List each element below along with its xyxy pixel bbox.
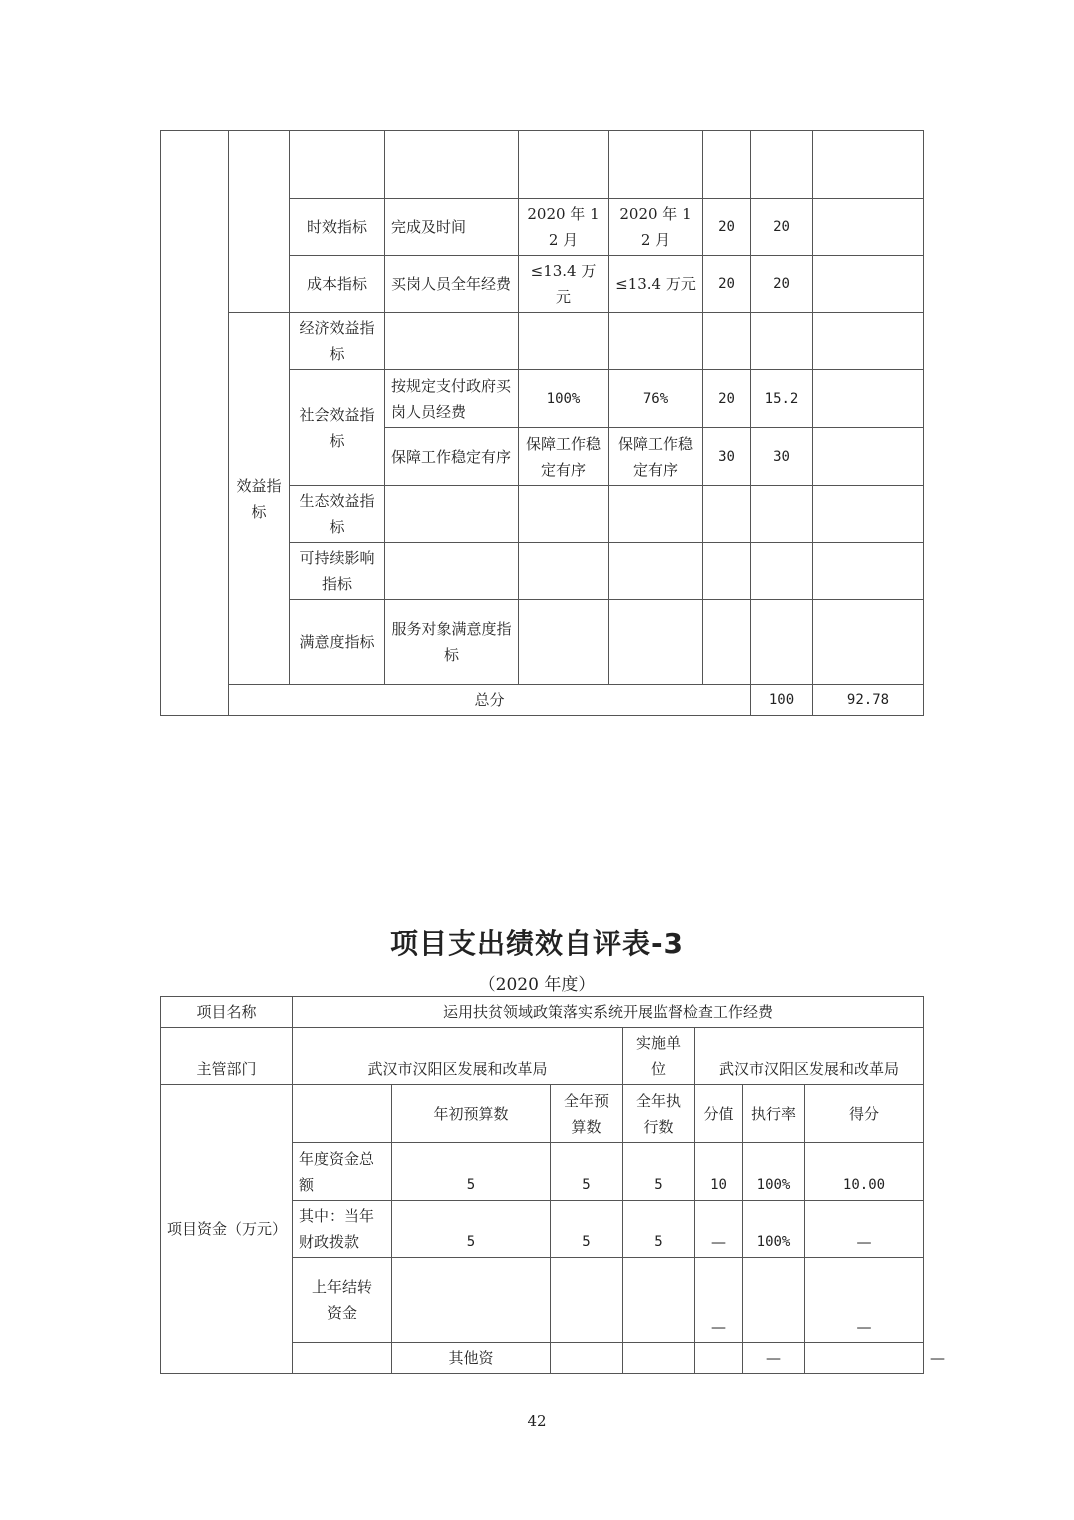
row-weight: — bbox=[695, 1258, 743, 1343]
row-budget: 5 bbox=[392, 1143, 551, 1201]
social-weight-2: 30 bbox=[703, 428, 751, 486]
row-label: 上年结转资金 bbox=[293, 1258, 392, 1343]
row-rate: 100% bbox=[743, 1201, 805, 1258]
row-weight: — bbox=[695, 1201, 743, 1258]
row-weight: — bbox=[743, 1343, 805, 1374]
row-weight: 10 bbox=[695, 1143, 743, 1201]
row-full-budget: 5 bbox=[551, 1201, 623, 1258]
blank-category-cell bbox=[161, 131, 229, 716]
row-full-budget: 5 bbox=[551, 1143, 623, 1201]
social-actual-2: 保障工作稳定有序 bbox=[609, 428, 703, 486]
dept-label: 主管部门 bbox=[161, 1028, 293, 1085]
social-score-1: 15.2 bbox=[751, 370, 813, 428]
social-target-2: 保障工作稳定有序 bbox=[519, 428, 609, 486]
cost-indicator: 成本指标 bbox=[290, 256, 385, 313]
time-score: 20 bbox=[751, 199, 813, 256]
social-item-2: 保障工作稳定有序 bbox=[385, 428, 519, 486]
cost-target: ≤13.4 万元 bbox=[519, 256, 609, 313]
satisfaction-label: 满意度指标 bbox=[290, 600, 385, 685]
total-label: 总分 bbox=[229, 685, 751, 716]
table-row: 其他资 — — bbox=[161, 1343, 924, 1374]
project-expense-table bbox=[160, 996, 946, 1374]
cost-score: 20 bbox=[751, 256, 813, 313]
page-title: 项目支出绩效自评表-3 bbox=[389, 927, 685, 960]
row-label: 其他资 bbox=[392, 1343, 551, 1374]
impl-value: 武汉市汉阳区发展和改革局 bbox=[695, 1028, 924, 1085]
eco-indicator: 生态效益指标 bbox=[290, 486, 385, 543]
row-rate bbox=[805, 1343, 924, 1374]
blank-subcategory-cell bbox=[229, 131, 290, 313]
cost-weight: 20 bbox=[703, 256, 751, 313]
header-score: 得分 bbox=[805, 1085, 924, 1143]
social-indicator: 社会效益指标 bbox=[290, 370, 385, 486]
row-budget bbox=[551, 1343, 623, 1374]
row-score: 10.00 bbox=[805, 1143, 924, 1201]
performance-indicator-table bbox=[160, 130, 924, 716]
header-rate: 执行率 bbox=[743, 1085, 805, 1143]
time-item: 完成及时间 bbox=[385, 199, 519, 256]
header-weight: 分值 bbox=[695, 1085, 743, 1143]
total-weight: 100 bbox=[751, 685, 813, 716]
dept-value: 武汉市汉阳区发展和改革局 bbox=[293, 1028, 623, 1085]
page-subtitle: （2020 年度） bbox=[478, 975, 596, 995]
row-label: 年度资金总额 bbox=[293, 1143, 392, 1201]
project-name: 运用扶贫领域政策落实系统开展监督检查工作经费 bbox=[293, 997, 924, 1028]
row-exec bbox=[623, 1258, 695, 1343]
header-budget: 年初预算数 bbox=[392, 1085, 551, 1143]
cost-actual: ≤13.4 万元 bbox=[609, 256, 703, 313]
header-exec: 全年执行数 bbox=[623, 1085, 695, 1143]
impl-label: 实施单位 bbox=[623, 1028, 695, 1085]
social-weight-1: 20 bbox=[703, 370, 751, 428]
row-rate: 100% bbox=[743, 1143, 805, 1201]
row-exec: 5 bbox=[623, 1143, 695, 1201]
row-full-budget bbox=[551, 1258, 623, 1343]
header-full-budget: 全年预算数 bbox=[551, 1085, 623, 1143]
time-actual: 2020 年 12 月 bbox=[609, 199, 703, 256]
social-actual-1: 76% bbox=[609, 370, 703, 428]
cost-item: 买岗人员全年经费 bbox=[385, 256, 519, 313]
page-number: 42 bbox=[527, 1412, 547, 1430]
row-score: — bbox=[805, 1258, 924, 1343]
time-indicator: 时效指标 bbox=[290, 199, 385, 256]
row-budget bbox=[392, 1258, 551, 1343]
econ-indicator: 经济效益指标 bbox=[290, 313, 385, 370]
row-exec: 5 bbox=[623, 1201, 695, 1258]
social-score-2: 30 bbox=[751, 428, 813, 486]
social-target-1: 100% bbox=[519, 370, 609, 428]
row-score: — bbox=[805, 1201, 924, 1258]
time-target: 2020 年 12 月 bbox=[519, 199, 609, 256]
row-full-budget bbox=[623, 1343, 695, 1374]
satisfaction-indicator: 服务对象满意度指标 bbox=[385, 600, 519, 685]
project-name-label: 项目名称 bbox=[161, 997, 293, 1028]
time-weight: 20 bbox=[703, 199, 751, 256]
total-score: 92.78 bbox=[813, 685, 924, 716]
sustain-indicator: 可持续影响指标 bbox=[290, 543, 385, 600]
row-exec bbox=[695, 1343, 743, 1374]
row-budget: 5 bbox=[392, 1201, 551, 1258]
row-label: 其中：当年财政拨款 bbox=[293, 1201, 392, 1258]
funds-label: 项目资金（万元） bbox=[161, 1085, 293, 1374]
row-rate bbox=[743, 1258, 805, 1343]
social-item-1: 按规定支付政府买岗人员经费 bbox=[385, 370, 519, 428]
benefit-label: 效益指标 bbox=[229, 313, 290, 685]
